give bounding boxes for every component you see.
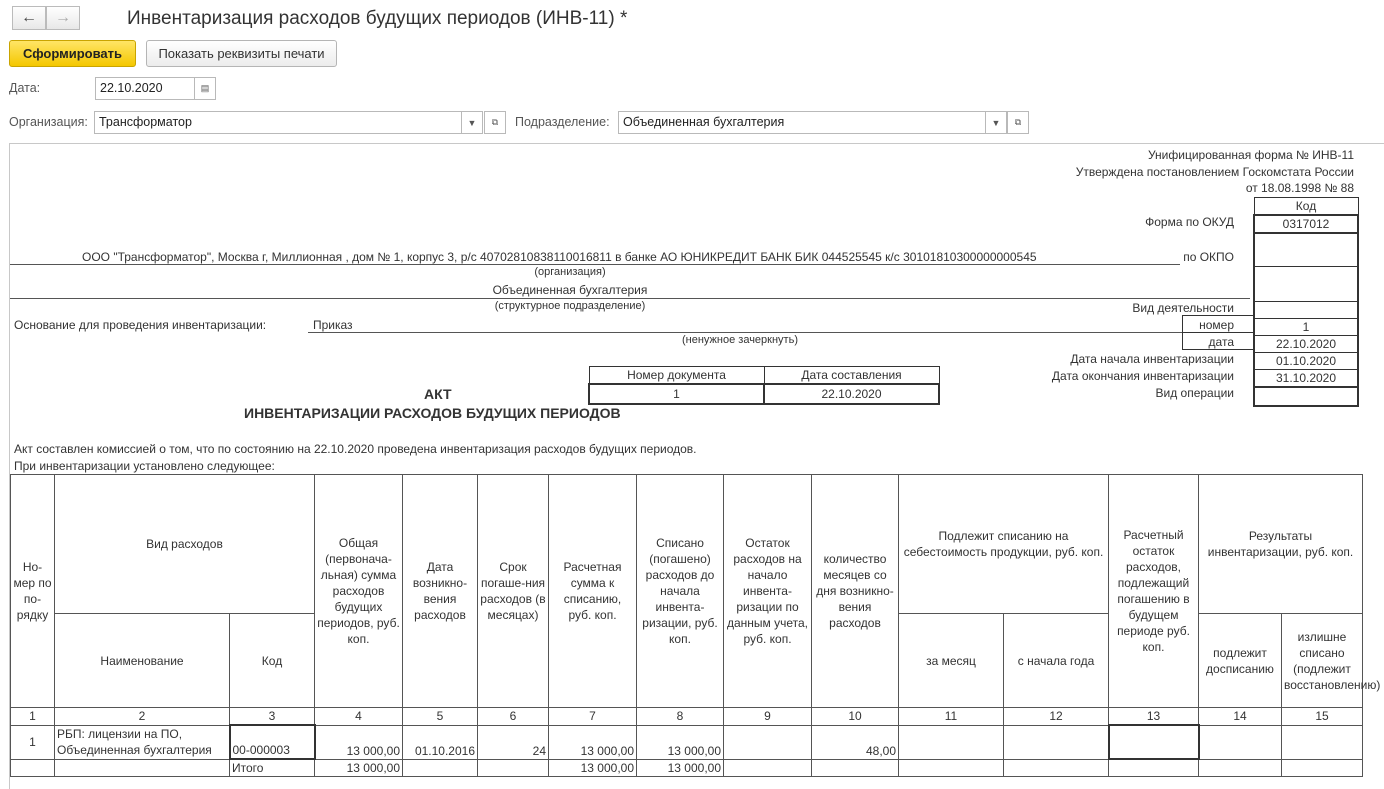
generate-button[interactable]: Сформировать [9,40,136,67]
col-number: 1 [11,708,55,726]
arrow-left-icon: ← [21,9,37,26]
totals-empty [812,759,899,777]
header-type: Вид расходов [55,475,315,614]
open-form-icon: ⧉ [1014,117,1022,127]
col-number: 15 [1282,708,1363,726]
row-excess[interactable] [1282,725,1363,759]
col-number: 8 [637,708,724,726]
row-term[interactable]: 24 [478,725,549,759]
totals-empty [478,759,549,777]
okpo-value [1254,233,1358,266]
col-number: 6 [478,708,549,726]
activity-value [1254,301,1358,318]
arrow-right-icon: → [55,9,71,26]
activity-label: Вид деятельности [1132,301,1234,315]
col-number: 13 [1109,708,1199,726]
doc-date-value: 22.10.2020 [764,384,939,404]
calendar-button[interactable] [194,77,216,100]
date-value: 22.10.2020 [1254,335,1358,352]
department-underline [10,298,1250,299]
department-input[interactable]: Объединенная бухгалтерия [618,111,986,134]
inventory-table [10,474,1381,777]
row-date[interactable]: 01.10.2016 [403,725,478,759]
totals-row [11,759,1363,777]
row-written[interactable]: 13 000,00 [637,725,724,759]
totals-empty [1199,759,1282,777]
header-total: Общая (первонача-льная) сумма расходов будущих периодов, руб. коп. [315,475,403,708]
operation-label: Вид операции [1155,386,1234,400]
forward-button[interactable] [46,6,80,30]
act-title: АКТ [424,386,452,402]
header-months: количество месяцев со дня возникно-вения расходов [812,475,899,708]
date-label: дата [1208,335,1234,349]
totals-total: 13 000,00 [315,759,403,777]
header-writeoff: Подлежит списанию на себестоимость продукции, руб. коп. [899,475,1109,614]
department-caption: (структурное подразделение) [494,300,646,312]
basis-caption: (ненужное зачеркнуть) [682,334,798,346]
header-remain: Остаток расходов на начало инвента-ризации по данным учета, руб. коп. [724,475,812,708]
chevron-down-icon: ▼ [467,117,477,128]
inv-start-value: 01.10.2020 [1254,352,1358,369]
col-number: 2 [55,708,230,726]
header-results: Результаты инвентаризации, руб. коп. [1199,475,1363,614]
department-label: Подразделение: [515,115,610,129]
act-subtitle: ИНВЕНТАРИЗАЦИИ РАСХОДОВ БУДУЩИХ ПЕРИОДОВ [244,405,621,421]
totals-empty [1004,759,1109,777]
row-add[interactable] [1199,725,1282,759]
approved-date-text: от 18.08.1998 № 88 [1245,181,1354,195]
row-months[interactable]: 48,00 [812,725,899,759]
totals-empty [403,759,478,777]
doc-number-table [588,366,940,405]
okud-value: 0317012 [1254,215,1358,233]
header-name: Наименование [55,614,230,708]
open-form-icon: ⧉ [491,117,499,127]
okpo-label: по ОКПО [1183,250,1234,264]
header-excess: излишне списано (подлежит восстановлению) [1282,614,1363,708]
organization-input[interactable]: Трансформатор [94,111,462,134]
header-calc: Расчетная сумма к списанию, руб. коп. [549,475,637,708]
header-date: Дата возникно-вения расходов [403,475,478,708]
code-box [1253,197,1359,407]
row-remain[interactable] [724,725,812,759]
row-calc[interactable]: 13 000,00 [549,725,637,759]
col-number: 5 [403,708,478,726]
basis-value: Приказ [313,318,353,332]
totals-empty [11,759,55,777]
header-calc-remainder: Расчетный остаток расходов, подлежащий погашению в будущем периоде руб. коп. [1109,475,1199,708]
intro-line-1: Акт составлен комиссией о том, что по состоянию на 22.10.2020 проведена инвентаризация расходов будущих периодов. [14,442,697,456]
chevron-down-icon: ▼ [991,117,1001,128]
header-year: с начала года [1004,614,1109,708]
organization-label: Организация: [9,115,88,129]
inv-end-value: 31.10.2020 [1254,369,1358,387]
totals-empty [1109,759,1199,777]
okud-label: Форма по ОКУД [1145,215,1234,229]
intro-line-2: При инвентаризации установлено следующее: [14,459,275,473]
header-written: Списано (погашено) расходов до начала инвента-ризации, руб. коп. [637,475,724,708]
inv-end-label: Дата окончания инвентаризации [1051,369,1234,383]
row-month[interactable] [899,725,1004,759]
doc-date-header: Дата составления [764,367,939,385]
totals-empty [55,759,230,777]
org-underline [10,264,1180,265]
inv-start-label: Дата начала инвентаризации [1070,352,1234,366]
col-number: 4 [315,708,403,726]
col-number: 9 [724,708,812,726]
col-number: 12 [1004,708,1109,726]
header-month: за месяц [899,614,1004,708]
back-button[interactable] [12,6,46,30]
number-label: номер [1199,318,1234,332]
col-number: 14 [1199,708,1282,726]
row-total[interactable]: 13 000,00 [315,725,403,759]
header-term: Срок погаше-ния расходов (в месяцах) [478,475,549,708]
row-num: 1 [11,725,55,759]
department-dropdown-button[interactable] [985,111,1007,134]
department-open-button[interactable] [1007,111,1029,134]
totals-empty [1282,759,1363,777]
header-add: подлежит досписанию [1199,614,1282,708]
col-number: 7 [549,708,637,726]
doc-number-value: 1 [589,384,764,404]
basis-underline [308,332,1182,333]
totals-written: 13 000,00 [637,759,724,777]
calendar-icon: ▤ [200,83,210,93]
show-print-details-button[interactable]: Показать реквизиты печати [146,40,337,67]
code-header: Код [1254,198,1358,216]
code-empty-cell [1254,266,1358,301]
number-value: 1 [1254,318,1358,335]
approved-text: Утверждена постановлением Госкомстата России [1075,165,1354,179]
col-number: 10 [812,708,899,726]
org-caption: (организация) [534,266,606,278]
totals-empty [724,759,812,777]
row-year[interactable] [1004,725,1109,759]
row-code[interactable]: 00-000003 [230,725,315,759]
totals-empty [899,759,1004,777]
totals-label: Итого [230,759,315,777]
operation-value [1254,387,1358,406]
date-label: Дата: [9,81,41,95]
basis-label: Основание для проведения инвентаризации: [14,318,267,332]
col-number: 11 [899,708,1004,726]
printed-document[interactable] [9,143,1384,789]
date-input[interactable]: 22.10.2020 [95,77,195,100]
totals-calc: 13 000,00 [549,759,637,777]
table-row[interactable] [11,725,1363,759]
row-name[interactable]: РБП: лицензии на ПО, Объединенная бухгалтерия [55,725,230,759]
doc-number-header: Номер документа [589,367,764,385]
row-calc-remainder[interactable] [1109,725,1199,759]
window-title: Инвентаризация расходов будущих периодов (ИНВ-11) * [127,8,628,29]
organization-dropdown-button[interactable] [461,111,483,134]
col-number: 3 [230,708,315,726]
org-details: ООО "Трансформатор", Москва г, Миллионная , дом № 1, корпус 3, р/с 40702810838110016811 в банке АО ЮНИКРЕДИТ БАНК БИК 044525545 к/с 30101810300000000545 [82,250,1037,264]
department-text: Объединенная бухгалтерия [492,283,648,297]
header-num: Но-мер по по-рядку [11,475,55,708]
organization-open-button[interactable] [484,111,506,134]
unified-form-text: Унифицированная форма № ИНВ-11 [1147,148,1354,162]
header-code: Код [230,614,315,708]
